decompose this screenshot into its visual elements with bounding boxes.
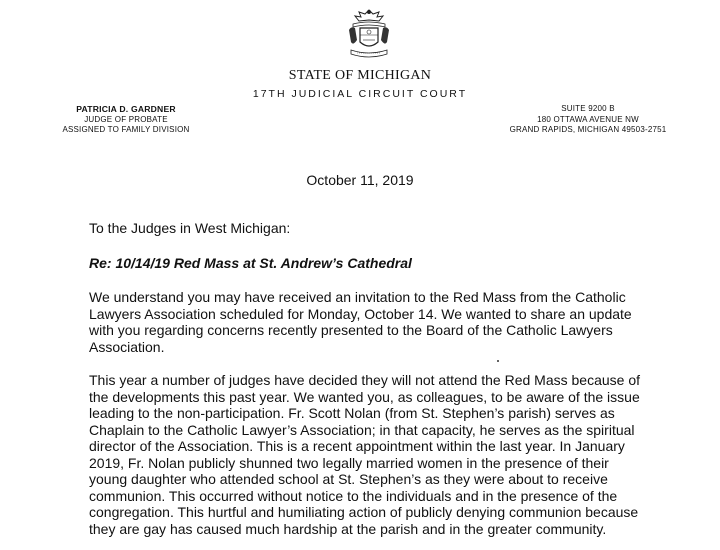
scan-speck [497,360,499,362]
sender-name: PATRICIA D. GARDNER [76,104,176,114]
paragraph-line: the developments this past year. We wanted you, as colleagues, to be aware of the issue [89,388,640,405]
paragraph-line: with you regarding concerns recently presented to the Board of the Catholic Lawyers [89,322,613,338]
michigan-state-seal-icon [341,6,397,64]
paragraph-line: Association. [89,338,165,355]
sender-assignment: ASSIGNED TO FAMILY DIVISION [62,125,190,134]
paragraph-1 [89,289,632,355]
address-block [488,104,688,136]
salutation: To the Judges in West Michigan: [89,220,291,236]
paragraph-line: Chaplain to the Catholic Lawyer’s Association; in that capacity, he serves as the spiritual [89,421,635,438]
paragraph-line: director of the Association. This is a recent appointment within the last year. In January [89,438,625,454]
subject-line: Re: 10/14/19 Red Mass at St. Andrew’s Cathedral [89,255,412,271]
address-street: 180 OTTAWA AVENUE NW [537,114,639,124]
paragraph-line: Lawyers Association scheduled for Monday, October 14. We wanted to share an update [89,305,632,322]
paragraph-line: they are gay has caused much hardship at the parish and in the greater community. [89,520,607,537]
paragraph-2 [89,372,640,537]
letter-date: October 11, 2019 [306,172,414,188]
paragraph-line: congregation. This hurtful and humiliating action of publicly denying communion because [89,504,639,520]
address-city: GRAND RAPIDS, MICHIGAN 49503-2751 [509,125,667,134]
paragraph-line: We understand you may have received an invitation to the Red Mass from the Catholic [89,289,626,305]
sender-title: JUDGE OF PROBATE [84,114,168,124]
state-title: STATE OF MICHIGAN [288,68,432,83]
paragraph-line: This year a number of judges have decided they will not attend the Red Mass because of [89,372,640,388]
court-name: 17TH JUDICIAL CIRCUIT COURT [252,88,468,100]
paragraph-line: communion. This occurred without notice to the individuals and in the presence of the [89,487,618,504]
paragraph-line: 2019, Fr. Nolan publicly shunned two legally married women in the presence of their [89,454,609,471]
sender-block [46,104,206,136]
paragraph-line: leading to the non-participation. Fr. Scott Nolan (from St. Stephen’s parish) serves as [89,405,615,421]
paragraph-line: young daughter who attended school at St. Stephen’s as they were about to receive [89,471,608,487]
address-suite: SUITE 9200 B [561,104,615,113]
